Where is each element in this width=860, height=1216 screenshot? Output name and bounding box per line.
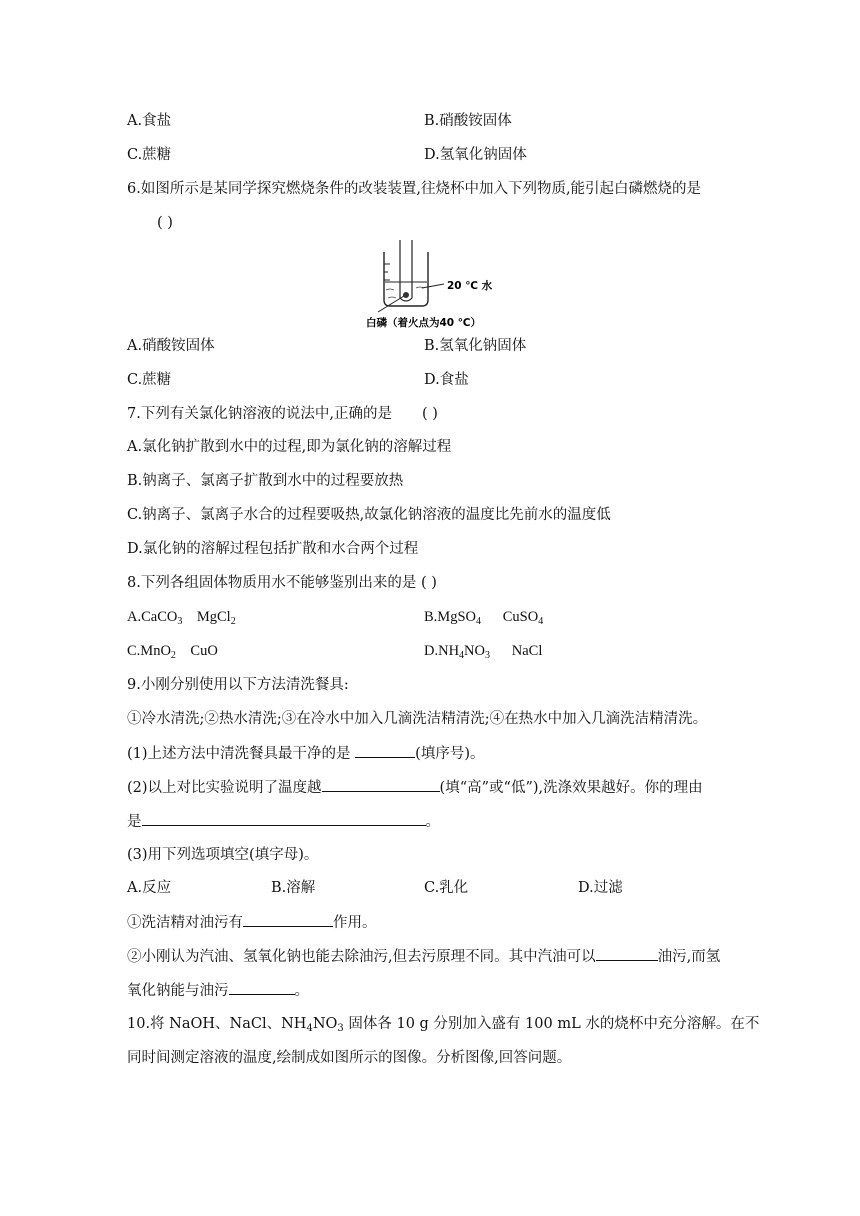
q6-option-d: D.食盐 [424, 372, 469, 388]
q9-sub2-cont: 氧化钠能与油污 。 [127, 980, 309, 1001]
q10-line1: 10.将 NaOH、NaCl、$NH_4NO_3$ 固体各 10 g 分别加入盛有 100 mL 水的烧杯中充分溶解。在不 [127, 1016, 760, 1034]
q5-option-d: D.氢氧化钠固体 [424, 147, 527, 163]
q9-p3-option-d: D.过滤 [578, 880, 623, 896]
q5-option-b: B.硝酸铵固体 [424, 113, 512, 129]
q8-option-b: B.MgSO$_4$ CuSO$_4$ [424, 609, 544, 627]
phosphorus-label: 白磷（着火点为40 ℃） [366, 317, 481, 329]
answer-blank-5[interactable] [596, 946, 658, 961]
q6-stem: 6.如图所示是某同学探究燃烧条件的改装装置,往烧杯中加入下列物质,能引起白磷燃烧的是 [127, 181, 702, 197]
water-label: 20 ℃ 水 [447, 280, 493, 292]
q7-answer-paren: ( ) [421, 406, 438, 422]
beaker-diagram [364, 238, 504, 333]
answer-blank-1[interactable] [355, 743, 415, 758]
q9-stem: 9.小刚分别使用以下方法清洗餐具: [127, 677, 349, 693]
answer-blank-4[interactable] [243, 912, 333, 927]
q7-stem [127, 404, 438, 424]
q7-stem-text: 7.下列有关氯化钠溶液的说法中,正确的是 [127, 406, 392, 422]
q9-part2: (2)以上对比实验说明了温度越 (填“高”或“低”),洗涤效果越好。你的理由 [127, 777, 703, 798]
answer-blank-6[interactable] [229, 980, 295, 995]
q7-option-a: A.氯化钠扩散到水中的过程,即为氯化钠的溶解过程 [127, 439, 452, 455]
answer-blank-3[interactable] [142, 811, 426, 826]
q7-option-b: B.钠离子、氯离子扩散到水中的过程要放热 [127, 473, 404, 489]
q9-p3-option-b: B.溶解 [271, 880, 316, 896]
q5-option-c: C.蔗糖 [127, 147, 172, 163]
q9-p3-option-c: C.乳化 [424, 880, 469, 896]
q6-answer-paren: ( ) [157, 215, 173, 231]
q7-option-d: D.氯化钠的溶解过程包括扩散和水合两个过程 [127, 541, 419, 557]
q8-option-a: A.CaCO$_3$ MgCl$_2$ [127, 609, 236, 627]
q9-methods: ①冷水清洗;②热水清洗;③在冷水中加入几滴洗洁精清洗;④在热水中加入几滴洗洁精清洗。 [127, 711, 708, 727]
answer-blank-2[interactable] [322, 777, 440, 792]
q6-option-a: A.硝酸铵固体 [127, 338, 215, 354]
q9-part2-reason: 是 。 [127, 811, 440, 832]
q10-line2: 同时间测定溶液的温度,绘制成如图所示的图像。分析图像,回答问题。 [127, 1050, 572, 1066]
q8-option-c: C.MnO$_2$ CuO [127, 643, 218, 661]
q6-option-c: C.蔗糖 [127, 372, 172, 388]
q6-option-b: B.氢氧化钠固体 [424, 338, 527, 354]
q5-option-a: A.食盐 [127, 113, 172, 129]
q7-option-c: C.钠离子、氯离子水合的过程要吸热,故氯化钠溶液的温度比先前水的温度低 [127, 507, 611, 523]
q9-p3-option-a: A.反应 [127, 880, 172, 896]
q9-part3: (3)用下列选项填空(填字母)。 [127, 847, 319, 863]
q9-part1: (1)上述方法中清洗餐具最干净的是 (填序号)。 [127, 743, 484, 764]
q9-sub1: ①洗洁精对油污有 作用。 [127, 912, 377, 933]
q8-option-d: $D.NH_4NO_3$ NaCl [424, 643, 543, 661]
q9-sub2: ②小刚认为汽油、氢氧化钠也能去除油污,但去污原理不同。其中汽油可以 油污,而氢 [127, 946, 720, 967]
q8-stem: 8.下列各组固体物质用水不能够鉴别出来的是 ( ) [127, 575, 437, 591]
